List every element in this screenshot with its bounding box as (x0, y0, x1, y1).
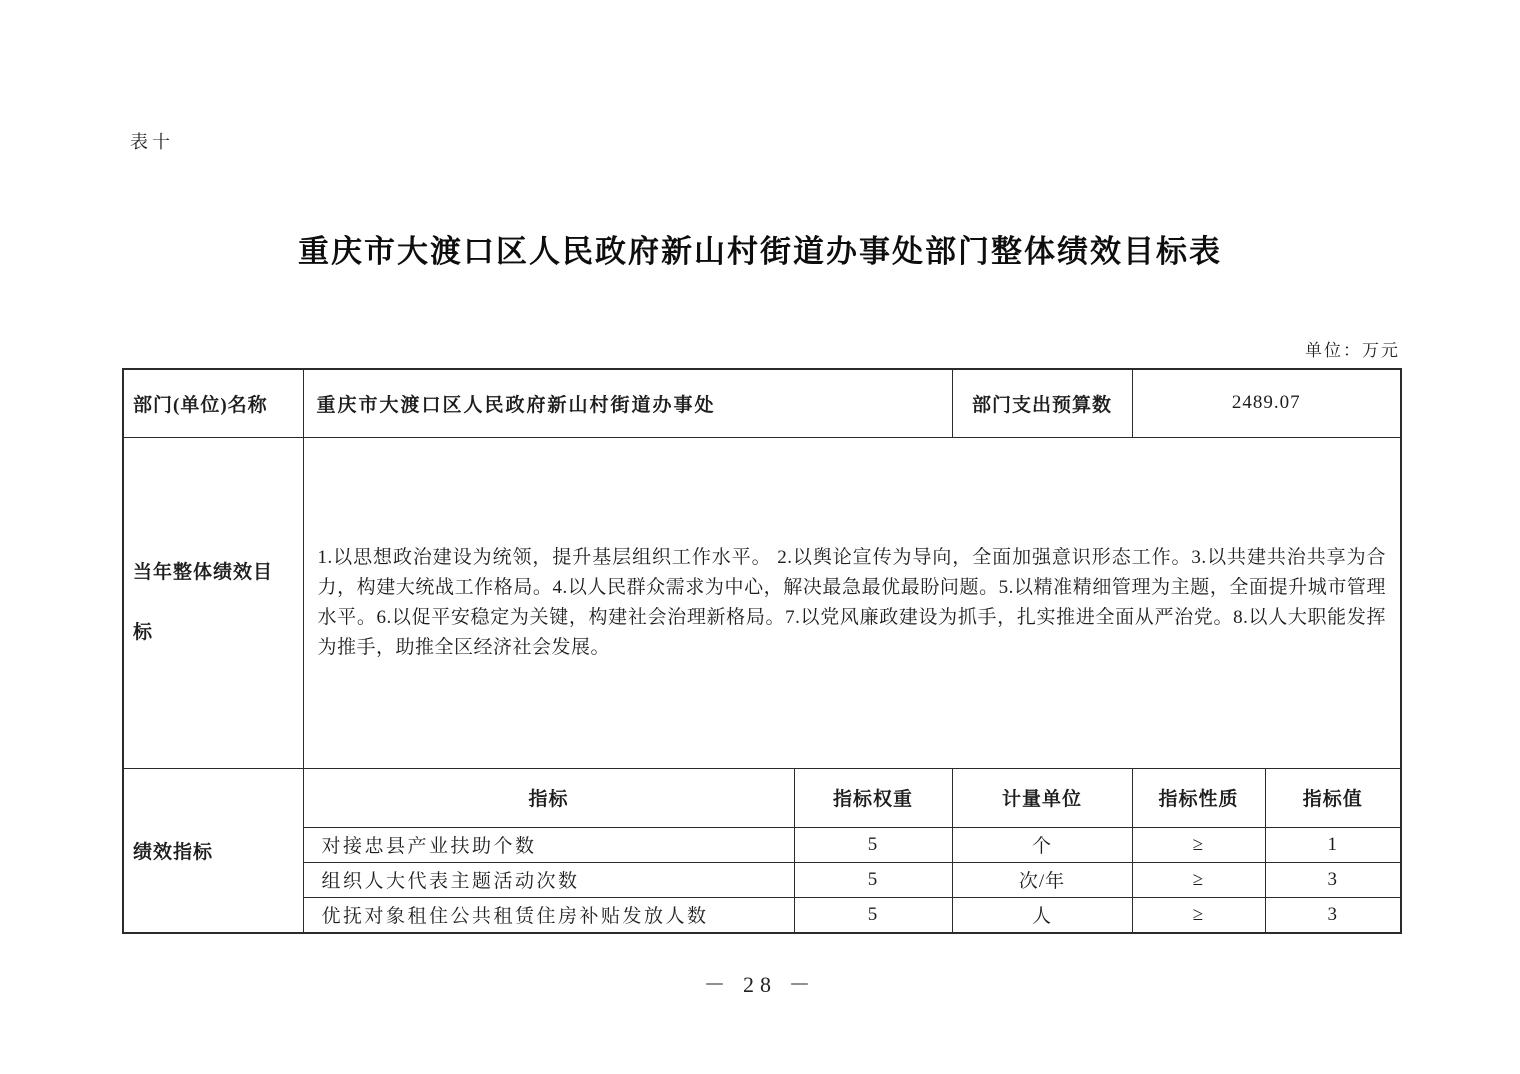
annual-goal-row (123, 437, 1401, 768)
header-value: 指标值 (1265, 768, 1401, 827)
indicator-weight: 5 (794, 897, 952, 933)
indicator-value: 3 (1265, 897, 1401, 933)
page-title: 重庆市大渡口区人民政府新山村街道办事处部门整体绩效目标表 (298, 234, 1222, 269)
indicator-nature: ≥ (1132, 897, 1265, 933)
indicator-nature: ≥ (1132, 862, 1265, 897)
indicator-weight: 5 (794, 862, 952, 897)
performance-target-table (122, 368, 1402, 934)
header-nature: 指标性质 (1132, 768, 1265, 827)
indicator-unit: 人 (952, 897, 1132, 933)
indicator-row (123, 862, 1401, 897)
page-number: － 28 － (703, 972, 817, 997)
dept-row (123, 369, 1401, 437)
budget-value: 2489.07 (1132, 369, 1401, 437)
indicator-value: 3 (1265, 862, 1401, 897)
annual-goal-text: 1.以思想政治建设为统领，提升基层组织工作水平。 2.以舆论宣传为导向，全面加强意识形态工作。3.以共建共治共享为合力，构建大统战工作格局。4.以人民群众需求为中心，解决最急最优最盼问题。5.以精准精细管理为主题，全面提升城市管理水平。6.以促平安稳定为关键，构建社会治理新格局。7.以党风廉政建设为抓手，扎实推进全面从严治党。8.以人大职能发挥为推手，助推全区经济社会发展。 (303, 437, 1401, 768)
table-number-label: 表十 (130, 132, 174, 152)
unit-note: 单位：万元 (1305, 341, 1400, 360)
annual-goal-label: 当年整体绩效目标 (133, 561, 274, 643)
dept-name-label: 部门(单位)名称 (123, 369, 303, 437)
header-weight: 指标权重 (794, 768, 952, 827)
indicator-unit: 个 (952, 827, 1132, 862)
indicator-row (123, 827, 1401, 862)
annual-goal-label-cell (123, 437, 303, 768)
dept-name-value: 重庆市大渡口区人民政府新山村街道办事处 (303, 369, 952, 437)
indicator-header-row (123, 768, 1401, 827)
indicator-unit: 次/年 (952, 862, 1132, 897)
budget-label: 部门支出预算数 (952, 369, 1132, 437)
indicator-weight: 5 (794, 827, 952, 862)
header-unit: 计量单位 (952, 768, 1132, 827)
indicator-nature: ≥ (1132, 827, 1265, 862)
indicator-value: 1 (1265, 827, 1401, 862)
header-indicator: 指标 (303, 768, 794, 827)
perf-section-label: 绩效指标 (123, 768, 303, 933)
indicator-name: 优抚对象租住公共租赁住房补贴发放人数 (303, 897, 794, 933)
indicator-name: 对接忠县产业扶助个数 (303, 827, 794, 862)
indicator-name: 组织人大代表主题活动次数 (303, 862, 794, 897)
indicator-row (123, 897, 1401, 933)
